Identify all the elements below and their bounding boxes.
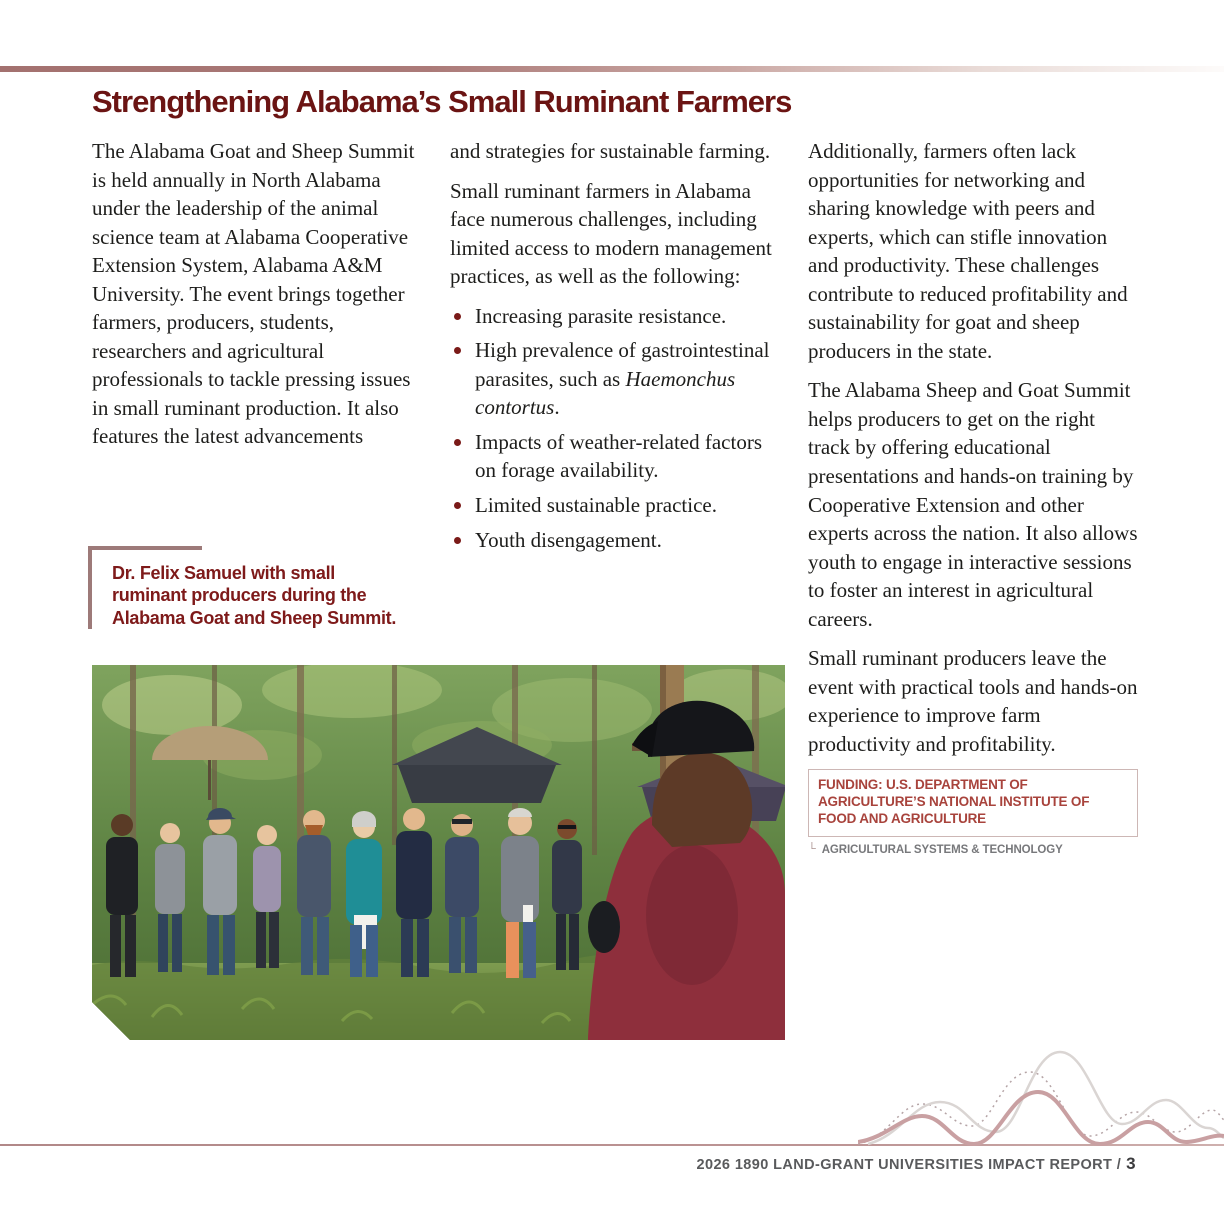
footer (697, 1154, 1136, 1174)
bullet-text: Limited sustainable practice. (475, 493, 717, 518)
footer-report-label: 2026 1890 LAND-GRANT UNIVERSITIES IMPACT REPORT / (696, 1157, 1122, 1173)
bullet-dot-icon (454, 502, 461, 509)
bullet-dot-icon (454, 439, 461, 446)
bullet-text: . (554, 395, 560, 420)
paragraph: and strategies for sustainable farming. (450, 139, 771, 163)
wave-gray (868, 1052, 1224, 1144)
page-number: 3 (1126, 1154, 1136, 1173)
paragraph: Small ruminant producers leave the event with practical tools and hands-on experience to improve farm productivity and profitability. (808, 646, 1138, 756)
article-column-1 (92, 137, 424, 462)
bullet-item (450, 428, 782, 485)
caption-accent-line (92, 546, 202, 550)
bullet-text: Increasing parasite resistance. (475, 303, 727, 328)
funding-box (808, 769, 1138, 837)
summit-photo-illustration (92, 665, 785, 1040)
article-column-2 (450, 137, 782, 560)
caption-text: Dr. Felix Samuel with small ruminant producers during the Alabama Goat and Sheep Summit. (112, 563, 397, 628)
challenge-bullet-list (450, 302, 782, 554)
bullet-dot-icon (454, 313, 461, 320)
article-column-3 (808, 137, 1138, 859)
bullet-text: Impacts of weather-related factors on forage availability. (475, 429, 763, 483)
corner-tag-icon: └ (808, 843, 816, 856)
program-tag (808, 843, 1138, 859)
paragraph: Small ruminant farmers in Alabama face numerous challenges, including limited access to modern management practices, as well as the following: (450, 178, 772, 289)
bullet-italic-text: Haemonchus contortus (475, 366, 736, 420)
bullet-dot-icon (454, 347, 461, 354)
page-title: Strengthening Alabama’s Small Ruminant Farmers (92, 84, 792, 119)
bullet-dot-icon (454, 537, 461, 544)
bullet-item (450, 526, 782, 555)
paragraph: The Alabama Goat and Sheep Summit is held annually in North Alabama under the leadership of the animal science team at Alabama Cooperative Extension System, Alabama A&M University. The event brings together farmers, producers, students, researchers and agricultural professionals to tackle pressing issues in small ruminant production. It also features the latest advancements (92, 139, 415, 449)
paragraph: The Alabama Sheep and Goat Summit helps producers to get on the right track by offering educational presentations and hands-on training by Cooperative Extension and other experts across the nation. It also allows youth to engage in interactive sessions to foster an interest in agricultural careers. (808, 378, 1138, 631)
bullet-text: Youth disengagement. (475, 527, 662, 552)
summit-photo (92, 665, 785, 1040)
bullet-item (450, 491, 782, 520)
program-tag-label: AGRICULTURAL SYSTEMS & TECHNOLOGY (821, 844, 1063, 857)
bullet-text: High prevalence of gastrointestinal parasites, such as (475, 338, 770, 391)
paragraph: Additionally, farmers often lack opportunities for networking and sharing knowledge with peers and experts, which can stifle innovation and productivity. These challenges contribute to reduced profitability and sustainability for goat and sheep producers in the state. (808, 139, 1128, 363)
bullet-item (450, 302, 782, 331)
bullet-item (450, 336, 782, 422)
funding-text: FUNDING: U.S. DEPARTMENT OF AGRICULTURE’S NATIONAL INSTITUTE OF FOOD AND AGRICULTURE (818, 777, 1090, 827)
top-accent-bar (0, 66, 1224, 72)
photo-caption (88, 546, 406, 629)
decorative-waves (858, 1038, 1224, 1146)
